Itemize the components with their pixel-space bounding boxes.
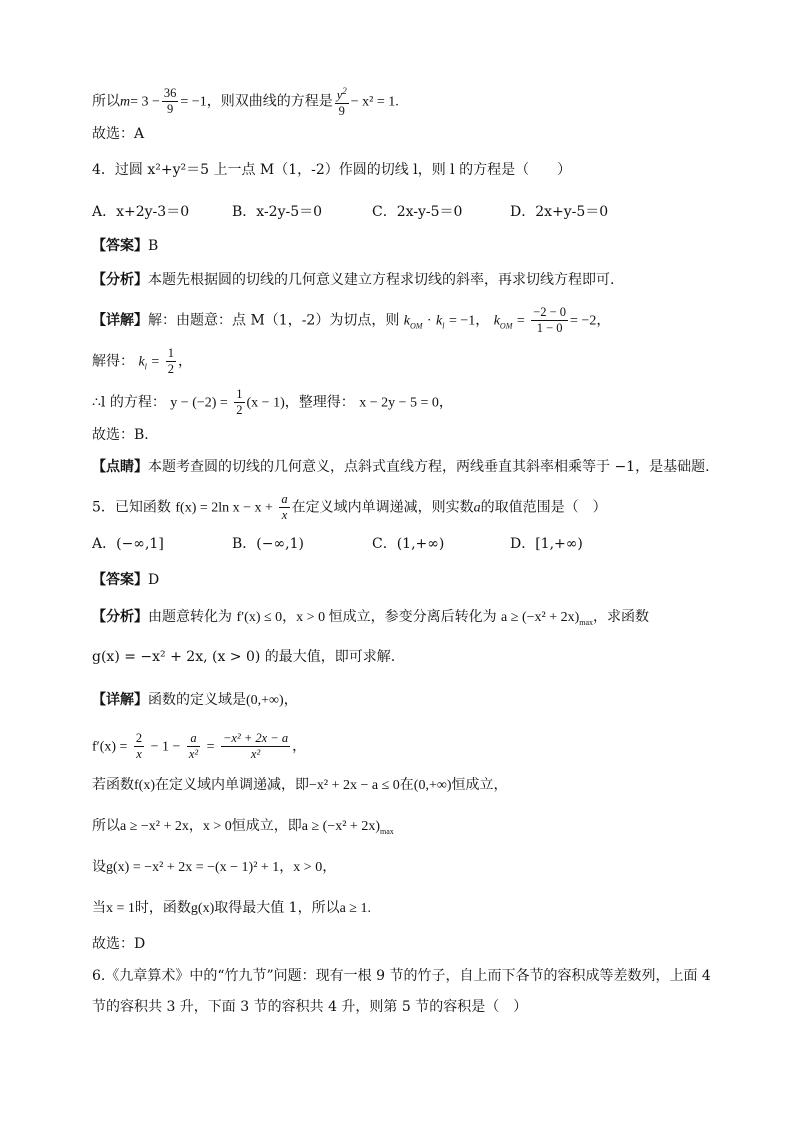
math-text: = — [206, 739, 215, 755]
analysis-tag: 【分析】 — [92, 609, 148, 625]
math-text: = — [516, 313, 525, 329]
math-var: k — [436, 313, 443, 329]
text: 取得最大值 1，所以 — [214, 900, 340, 916]
text: 5．已知函数 — [92, 499, 171, 516]
text: 函数的定义域是 — [148, 692, 246, 708]
fraction — [166, 346, 176, 377]
math-var: m — [120, 94, 131, 110]
denominator: x² — [188, 747, 199, 761]
subscript: max — [380, 826, 394, 836]
denominator: 1 − 0 — [536, 321, 563, 335]
question-stem — [92, 492, 607, 523]
question-stem: 4．过圆 x²+y²＝5 上一点 M（1，-2）作圆的切线 l，则 l 的方程是（ ） — [92, 162, 572, 178]
math-text: a ≥ 1. — [339, 901, 371, 916]
text-line — [92, 84, 399, 119]
numerator: 1 — [167, 346, 174, 360]
text: 当 — [92, 900, 106, 916]
detail-line — [92, 690, 298, 711]
math-text: = −1， — [448, 313, 490, 329]
analysis-line-2: g(x) = −x² + 2x, (x > 0) 的最大值，即可求解. — [92, 649, 396, 665]
math-var: k — [493, 313, 500, 329]
text: 所以 — [92, 93, 120, 110]
text: 在定义域内单调递减，即 — [155, 777, 309, 793]
analysis-line — [92, 270, 614, 290]
math-text: (0,+∞)， — [246, 693, 298, 708]
denominator: 2 — [167, 362, 174, 376]
math-text: (x − 1)，整理得： — [246, 395, 355, 411]
text: 在 — [399, 777, 414, 793]
text: 恒成立，即 — [231, 818, 302, 834]
math-text: = −1，则双曲线的方程是 — [180, 94, 333, 110]
denominator: 9 — [167, 102, 174, 117]
answer-line — [92, 236, 158, 256]
text: 解得： — [92, 353, 134, 370]
answer-tag: 【答案】 — [92, 238, 148, 254]
analysis-text: 本题先根据圆的切线的几何意义建立方程求切线的斜率，再求切线方程即可. — [148, 272, 615, 288]
denominator: x — [136, 747, 142, 761]
result-line — [92, 816, 394, 842]
subscript: OM — [499, 321, 513, 331]
text: 设 — [92, 859, 106, 875]
option-d: D．[1,+∞) — [510, 536, 583, 552]
question-stem-2: 节的容积共 3 升，下面 3 节的容积共 4 升，则第 5 节的容积是（ ） — [92, 999, 528, 1015]
analysis-tag: 【分析】 — [92, 272, 148, 288]
denominator: 9 — [338, 104, 345, 119]
math-var: k — [138, 354, 145, 370]
text: ，求函数 — [593, 609, 650, 625]
detail-tag: 【详解】 — [92, 692, 148, 708]
numerator: 2 — [135, 731, 143, 745]
math-text: y − (−2) = — [170, 395, 228, 411]
text: 恒成立， — [451, 777, 508, 793]
math-text: = — [151, 354, 160, 370]
detail-text: 解：由题意：点 M（1，-2）为切点，则 — [148, 312, 400, 329]
math-text: f(x) = 2ln x − x + — [175, 500, 273, 516]
superscript: 2 — [342, 86, 347, 96]
subscript: l — [442, 321, 445, 331]
let-line — [92, 857, 336, 878]
numerator: 36 — [163, 86, 177, 101]
math-text: −x² + 2x − a ≤ 0 — [309, 778, 400, 793]
math-text: · — [426, 313, 432, 329]
numerator: 1 — [236, 387, 243, 401]
option-a: A．x+2y-3＝0 — [92, 204, 190, 220]
math-text: (0,+∞) — [413, 778, 452, 793]
option-a: A．(−∞,1] — [92, 536, 164, 552]
fraction — [162, 86, 179, 117]
comment-tag: 【点睛】 — [92, 459, 148, 475]
math-text: − 1 − — [150, 739, 181, 755]
detail-line — [92, 305, 610, 336]
math-text: x − 2y − 5 = 0， — [359, 395, 453, 411]
math-text: g(x) = −x² + 2x = −(x − 1)² + 1，x > 0， — [106, 860, 337, 875]
subscript: l — [144, 362, 147, 372]
math-var: a — [473, 500, 481, 516]
denominator: x² — [250, 747, 261, 761]
math-text: a ≥ (−x² + 2x) — [501, 610, 580, 625]
text: 所以 — [92, 818, 120, 834]
condition-line — [92, 775, 507, 796]
when-line — [92, 898, 371, 919]
math-text: = 3 − — [130, 94, 160, 110]
text: 的取值范围是（ ） — [480, 499, 607, 516]
fraction — [221, 731, 290, 762]
text: ， — [177, 353, 192, 370]
text: 由题意转化为 — [148, 609, 232, 625]
fraction — [531, 305, 568, 336]
solve-line — [92, 346, 192, 377]
denominator: x — [281, 508, 288, 522]
math-text: f(x) — [134, 778, 155, 793]
math-text: a ≥ (−x² + 2x) — [301, 819, 380, 834]
math-var: k — [403, 313, 411, 329]
option-d: D．2x+y-5＝0 — [510, 204, 609, 220]
text: 时，函数 — [134, 900, 191, 916]
fraction — [279, 492, 289, 523]
math-text: = −2， — [570, 313, 611, 329]
denominator: 2 — [236, 403, 243, 417]
numerator: −x² + 2x − a — [222, 731, 289, 745]
option-c: C．2x-y-5＝0 — [372, 204, 463, 220]
equation-line — [92, 387, 453, 418]
choice-line: 故选：D — [92, 936, 146, 952]
answer-value: B — [148, 238, 159, 254]
derivative-line — [92, 731, 306, 762]
fraction — [187, 731, 200, 762]
option-c: C．(1,+∞) — [372, 536, 445, 552]
math-text: f′(x) ≤ 0，x > 0 恒成立，参变分离后转化为 — [236, 610, 497, 625]
math-text: − x² = 1. — [350, 94, 399, 110]
question-stem: 6.《九章算术》中的“竹九节”问题：现有一根 9 节的竹子，自上而下各节的容积成等差数列，上面 4 — [92, 968, 711, 984]
text: 若函数 — [92, 777, 134, 793]
math-text: x = 1 — [106, 901, 135, 916]
choice-line: 故选：A — [92, 126, 145, 142]
numerator-text: y — [336, 88, 343, 103]
text: ， — [292, 738, 307, 755]
fraction — [134, 731, 144, 762]
answer-value: D — [148, 572, 160, 588]
option-b: B．(−∞,1) — [232, 536, 304, 552]
option-b: B．x-2y-5＝0 — [232, 204, 323, 220]
choice-line: 故选：B. — [92, 427, 149, 443]
answer-tag: 【答案】 — [92, 572, 148, 588]
numerator: a — [187, 731, 200, 747]
text: ∴l 的方程： — [92, 394, 166, 411]
subscript: OM — [410, 321, 423, 331]
numerator: −2 − 0 — [533, 305, 567, 319]
answer-line — [92, 570, 159, 590]
fraction — [234, 387, 244, 418]
math-text: f′(x) = — [92, 739, 128, 755]
numerator — [335, 84, 349, 104]
analysis-line — [92, 607, 649, 633]
comment-text: 本题考查圆的切线的几何意义，点斜式直线方程，两线垂直其斜率相乘等于 −1，是基础题. — [148, 459, 710, 475]
numerator: a — [281, 492, 288, 506]
comment-line — [92, 457, 710, 477]
math-text: a ≥ −x² + 2x，x > 0 — [120, 819, 232, 834]
fraction — [335, 84, 349, 119]
detail-tag: 【详解】 — [92, 312, 148, 329]
subscript: max — [579, 617, 594, 627]
text: 在定义域内单调递减，则实数 — [291, 499, 474, 516]
math-text: g(x) — [190, 901, 215, 916]
